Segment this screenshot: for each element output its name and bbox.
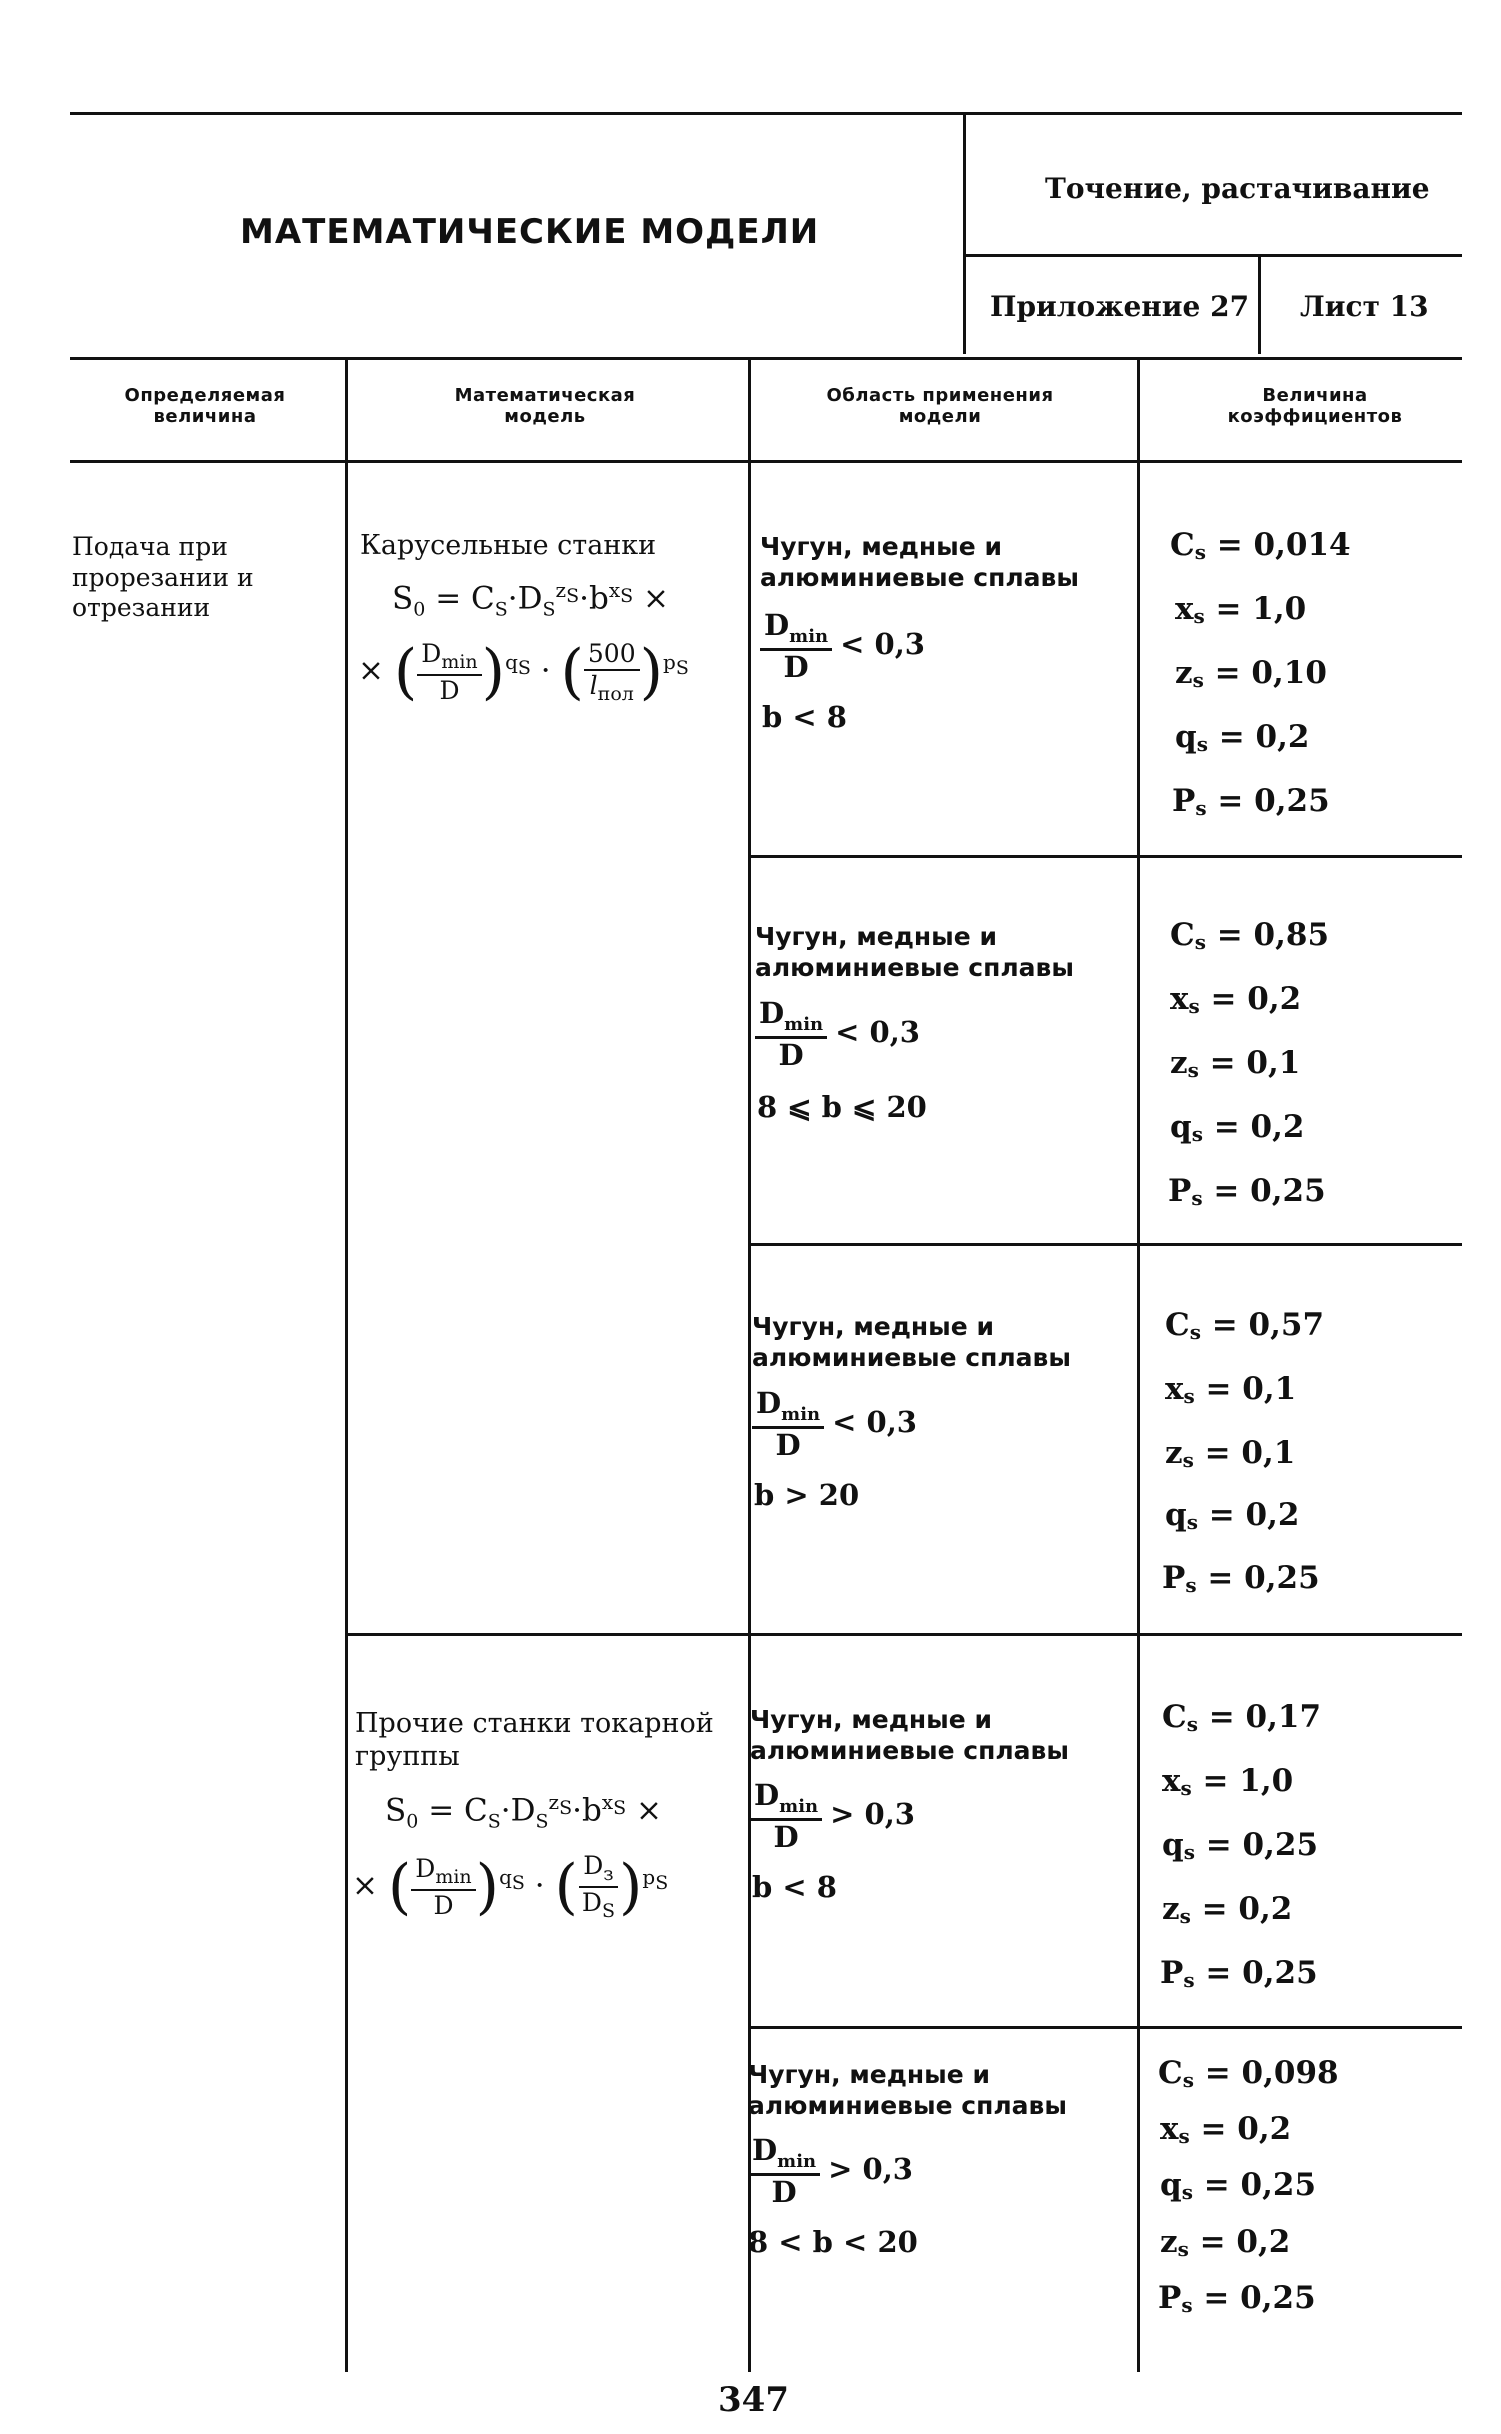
section-title: Точение, растачивание bbox=[1045, 172, 1430, 205]
row2-coef-1: $x_s = 0,2$ bbox=[1170, 981, 1302, 1018]
row4-b-condition: b < 8 bbox=[752, 1870, 837, 1904]
row1-coef-3: $q_s = 0,2$ bbox=[1175, 719, 1310, 756]
row2-coef-3: $q_s = 0,2$ bbox=[1170, 1109, 1305, 1146]
header-divider bbox=[963, 114, 966, 354]
quantity-cell: Подача при прорезании и отрезании bbox=[72, 532, 254, 622]
row2-coef-2: $z_s = 0,1$ bbox=[1170, 1045, 1301, 1082]
row1-b-condition: b < 8 bbox=[762, 700, 847, 734]
row4-coef-1: $x_s = 1,0$ bbox=[1162, 1763, 1294, 1800]
row3-coef-1: $x_s = 0,1$ bbox=[1165, 1371, 1297, 1408]
row1-material: Чугун, медные и алюминиевые сплавы bbox=[760, 532, 1079, 592]
col-line-3 bbox=[1137, 360, 1140, 2372]
row4-ratio: $\frac{D_{min}}{D}$ > 0,3 bbox=[750, 1780, 915, 1852]
column-header-model: Математическая модель bbox=[454, 385, 636, 427]
row3-ratio-op: < 0,3 bbox=[832, 1405, 917, 1440]
row3-coef-3: $q_s = 0,2$ bbox=[1165, 1497, 1300, 1534]
appendix-label: Приложение 27 bbox=[990, 290, 1250, 323]
header-mid-rule bbox=[965, 254, 1462, 257]
appendix-divider bbox=[1258, 256, 1261, 354]
row5-coef-1: $x_s = 0,2$ bbox=[1160, 2111, 1292, 2148]
row3-coef-4: $P_s = 0,25$ bbox=[1162, 1560, 1320, 1597]
row5-coef-3: $z_s = 0,2$ bbox=[1160, 2224, 1291, 2261]
column-header-rule bbox=[70, 460, 1462, 463]
row2-b-condition: 8 ⩽ b ⩽ 20 bbox=[757, 1090, 927, 1124]
row3-b-condition: b > 20 bbox=[754, 1478, 860, 1512]
model-formula-2-line2: × ( $\frac{D_{min}}{D}$ )$^{q_S}$ · ( $\frac{D_з}{D_S}$ )$^{p_S}$ bbox=[352, 1851, 669, 1922]
row3-coef-0: $C_s = 0,57$ bbox=[1165, 1307, 1325, 1344]
row4-material: Чугун, медные и алюминиевые сплавы bbox=[750, 1705, 1069, 1765]
page-number: 347 bbox=[718, 2380, 789, 2420]
column-header-application: Область применения модели bbox=[826, 385, 1054, 427]
row5-ratio: $\frac{D_{min}}{D}$ > 0,3 bbox=[748, 2135, 913, 2207]
row2-ratio-op: < 0,3 bbox=[835, 1015, 920, 1050]
row1-coef-2: $z_s = 0,10$ bbox=[1175, 655, 1327, 692]
row2-coef-4: $P_s = 0,25$ bbox=[1168, 1173, 1326, 1210]
row2-material: Чугун, медные и алюминиевые сплавы bbox=[755, 922, 1074, 982]
column-header-coefficients: Величина коэффициентов bbox=[1227, 385, 1403, 427]
row5-coef-2: $q_s = 0,25$ bbox=[1160, 2167, 1317, 2204]
row4-ratio-op: > 0,3 bbox=[830, 1797, 915, 1832]
row3-coef-2: $z_s = 0,1$ bbox=[1165, 1435, 1296, 1472]
model-name-1: Карусельные станки bbox=[360, 530, 657, 561]
row1-coef-0: $C_s = 0,014$ bbox=[1170, 527, 1351, 564]
row2-ratio: $\frac{D_{min}}{D}$ < 0,3 bbox=[755, 998, 920, 1070]
column-header-quantity: Определяемая величина bbox=[124, 385, 286, 427]
model-formula-1: $S_0 = C_S\cdot D_S^{z_S}\cdot b^{x_S}$ × bbox=[392, 578, 669, 621]
row-separator-3 bbox=[347, 1633, 1462, 1636]
top-rule bbox=[70, 112, 1462, 115]
row3-ratio: $\frac{D_{min}}{D}$ < 0,3 bbox=[752, 1388, 917, 1460]
row1-ratio-op: < 0,3 bbox=[840, 627, 925, 662]
row2-coef-0: $C_s = 0,85$ bbox=[1170, 917, 1330, 954]
model-formula-1-line2: × ( $\frac{D_{min}}{D}$ )$^{q_S}$ · ( $\frac{500}{l_{пол}}$ )$^{p_S}$ bbox=[358, 637, 689, 708]
row5-material: Чугун, медные и алюминиевые сплавы bbox=[748, 2060, 1067, 2120]
row1-coef-1: $x_s = 1,0$ bbox=[1175, 591, 1307, 628]
row4-coef-4: $P_s = 0,25$ bbox=[1160, 1955, 1318, 1992]
model-formula-2: $S_0 = C_S\cdot D_S^{z_S}\cdot b^{x_S}$ × bbox=[385, 1790, 662, 1833]
row4-coef-3: $z_s = 0,2$ bbox=[1162, 1891, 1293, 1928]
row-separator-4 bbox=[750, 2026, 1462, 2029]
row5-ratio-op: > 0,3 bbox=[828, 2152, 913, 2187]
row-separator-1 bbox=[750, 855, 1462, 858]
row4-coef-0: $C_s = 0,17$ bbox=[1162, 1699, 1322, 1736]
row-separator-2 bbox=[750, 1243, 1462, 1246]
row1-ratio: $\frac{D_{min}}{D}$ < 0,3 bbox=[760, 610, 925, 682]
header-bottom-rule bbox=[70, 357, 1462, 360]
row4-coef-2: $q_s = 0,25$ bbox=[1162, 1827, 1319, 1864]
row5-b-condition: 8 < b < 20 bbox=[748, 2225, 918, 2259]
row3-material: Чугун, медные и алюминиевые сплавы bbox=[752, 1312, 1071, 1372]
row5-coef-4: $P_s = 0,25$ bbox=[1158, 2280, 1316, 2317]
row1-coef-4: $P_s = 0,25$ bbox=[1172, 783, 1330, 820]
model-name-2: Прочие станки токарной группы bbox=[355, 1708, 714, 1772]
row5-coef-0: $C_s = 0,098$ bbox=[1158, 2055, 1339, 2092]
page-title: МАТЕМАТИЧЕСКИЕ МОДЕЛИ bbox=[240, 212, 820, 252]
col-line-1 bbox=[345, 360, 348, 2372]
sheet-label: Лист 13 bbox=[1300, 290, 1429, 323]
